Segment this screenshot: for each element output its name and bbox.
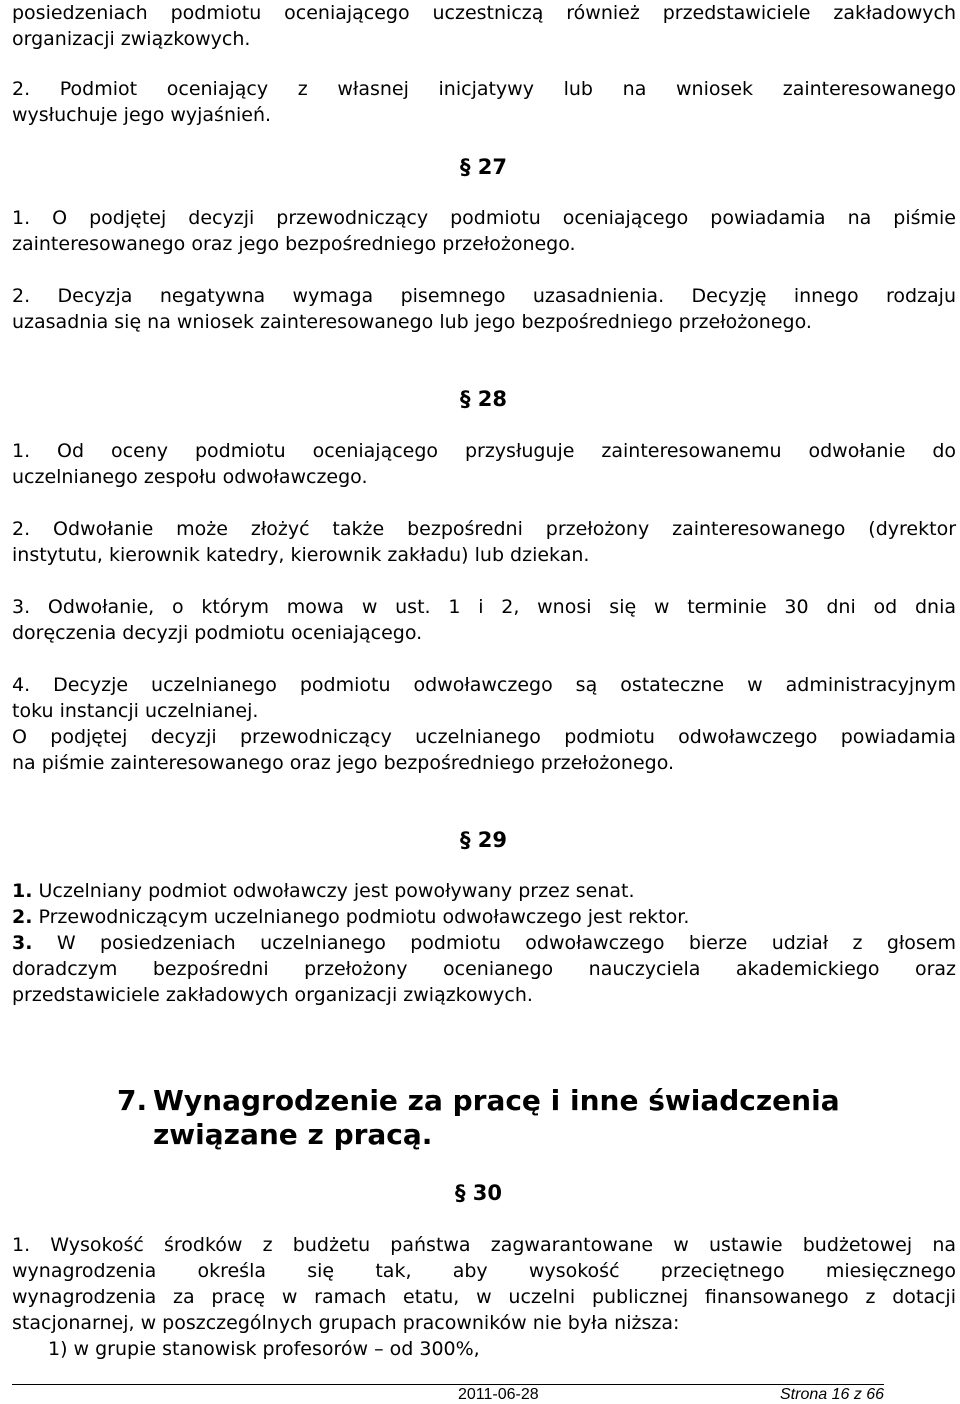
paragraph-end: organizacji związkowych. [12,28,251,50]
paragraph: 4. Decyzje uczelnianego podmiotu odwoławczego są ostateczne w administracyjnym [12,674,956,696]
section-heading-30: § 30 [455,1181,503,1205]
paragraph: 1. Od oceny podmiotu oceniającego przysługuje zainteresowanemu odwołanie do [12,440,956,462]
section-heading-29: § 29 [460,828,508,852]
footer-date: 2011-06-28 [458,1386,539,1403]
paragraph: 3. Odwołanie, o którym mowa w ust. 1 i 2, wnosi się w terminie 30 dni od dnia [12,596,956,618]
list-item: 2. Przewodniczącym uczelnianego podmiotu odwoławczego jest rektor. [12,906,690,928]
paragraph-end: przedstawiciele zakładowych organizacji związkowych. [12,984,533,1006]
list-item: 1. Uczelniany podmiot odwoławczy jest powoływany przez senat. [12,880,635,902]
paragraph: doradczym bezpośredni przełożony ocenianego nauczyciela akademickiego oraz [12,958,956,980]
paragraph-end: wysłuchuje jego wyjaśnień. [12,104,272,126]
paragraph: 2. Podmiot oceniający z własnej inicjatywy lub na wniosek zainteresowanego [12,78,956,100]
paragraph: 1. Wysokość środków z budżetu państwa zagwarantowane w ustawie budżetowej na [12,1234,956,1256]
paragraph: O podjętej decyzji przewodniczący uczelnianego podmiotu odwoławczego powiadamia [12,726,956,748]
chapter-number: 7. [117,1084,148,1117]
section-heading-28: § 28 [460,387,508,411]
paragraph-end: stacjonarnej, w poszczególnych grupach pracowników nie była niższa: [12,1312,680,1334]
chapter-title: Wynagrodzenie za pracę i inne świadczenia [153,1084,840,1117]
footer-divider [12,1384,884,1385]
list-item: 3. W posiedzeniach uczelnianego podmiotu odwoławczego bierze udział z głosem [12,932,956,954]
list-item: 1) w grupie stanowisk profesorów – od 300%, [48,1338,480,1360]
paragraph: wynagrodzenia za pracę w ramach etatu, w uczelni publicznej finansowanego z dotacji [12,1286,956,1308]
paragraph: wynagrodzenia określa się tak, aby wysokość przeciętnego miesięcznego [12,1260,956,1282]
paragraph-end: na piśmie zainteresowanego oraz jego bezpośredniego przełożonego. [12,752,675,774]
chapter-title-cont: związane z pracą. [153,1118,433,1151]
paragraph-end: toku instancji uczelnianej. [12,700,259,722]
footer-page-number: Strona 16 z 66 [780,1386,885,1403]
paragraph: 1. O podjętej decyzji przewodniczący podmiotu oceniającego powiadamia na piśmie [12,207,956,229]
paragraph-end: uczelnianego zespołu odwoławczego. [12,466,368,488]
paragraph: posiedzeniach podmiotu oceniającego uczestniczą również przedstawiciele zakładowych [12,2,956,24]
paragraph-end: instytutu, kierownik katedry, kierownik zakładu) lub dziekan. [12,544,590,566]
paragraph: 2. Odwołanie może złożyć także bezpośredni przełożony zainteresowanego (dyrektor [12,518,956,540]
chapter-heading [117,1084,877,1152]
paragraph-end: uzasadnia się na wniosek zainteresowanego lub jego bezpośredniego przełożonego. [12,311,812,333]
paragraph: 2. Decyzja negatywna wymaga pisemnego uzasadnienia. Decyzję innego rodzaju [12,285,956,307]
section-heading-27: § 27 [460,155,508,179]
paragraph-end: doręczenia decyzji podmiotu oceniającego. [12,622,423,644]
paragraph-end: zainteresowanego oraz jego bezpośredniego przełożonego. [12,233,576,255]
